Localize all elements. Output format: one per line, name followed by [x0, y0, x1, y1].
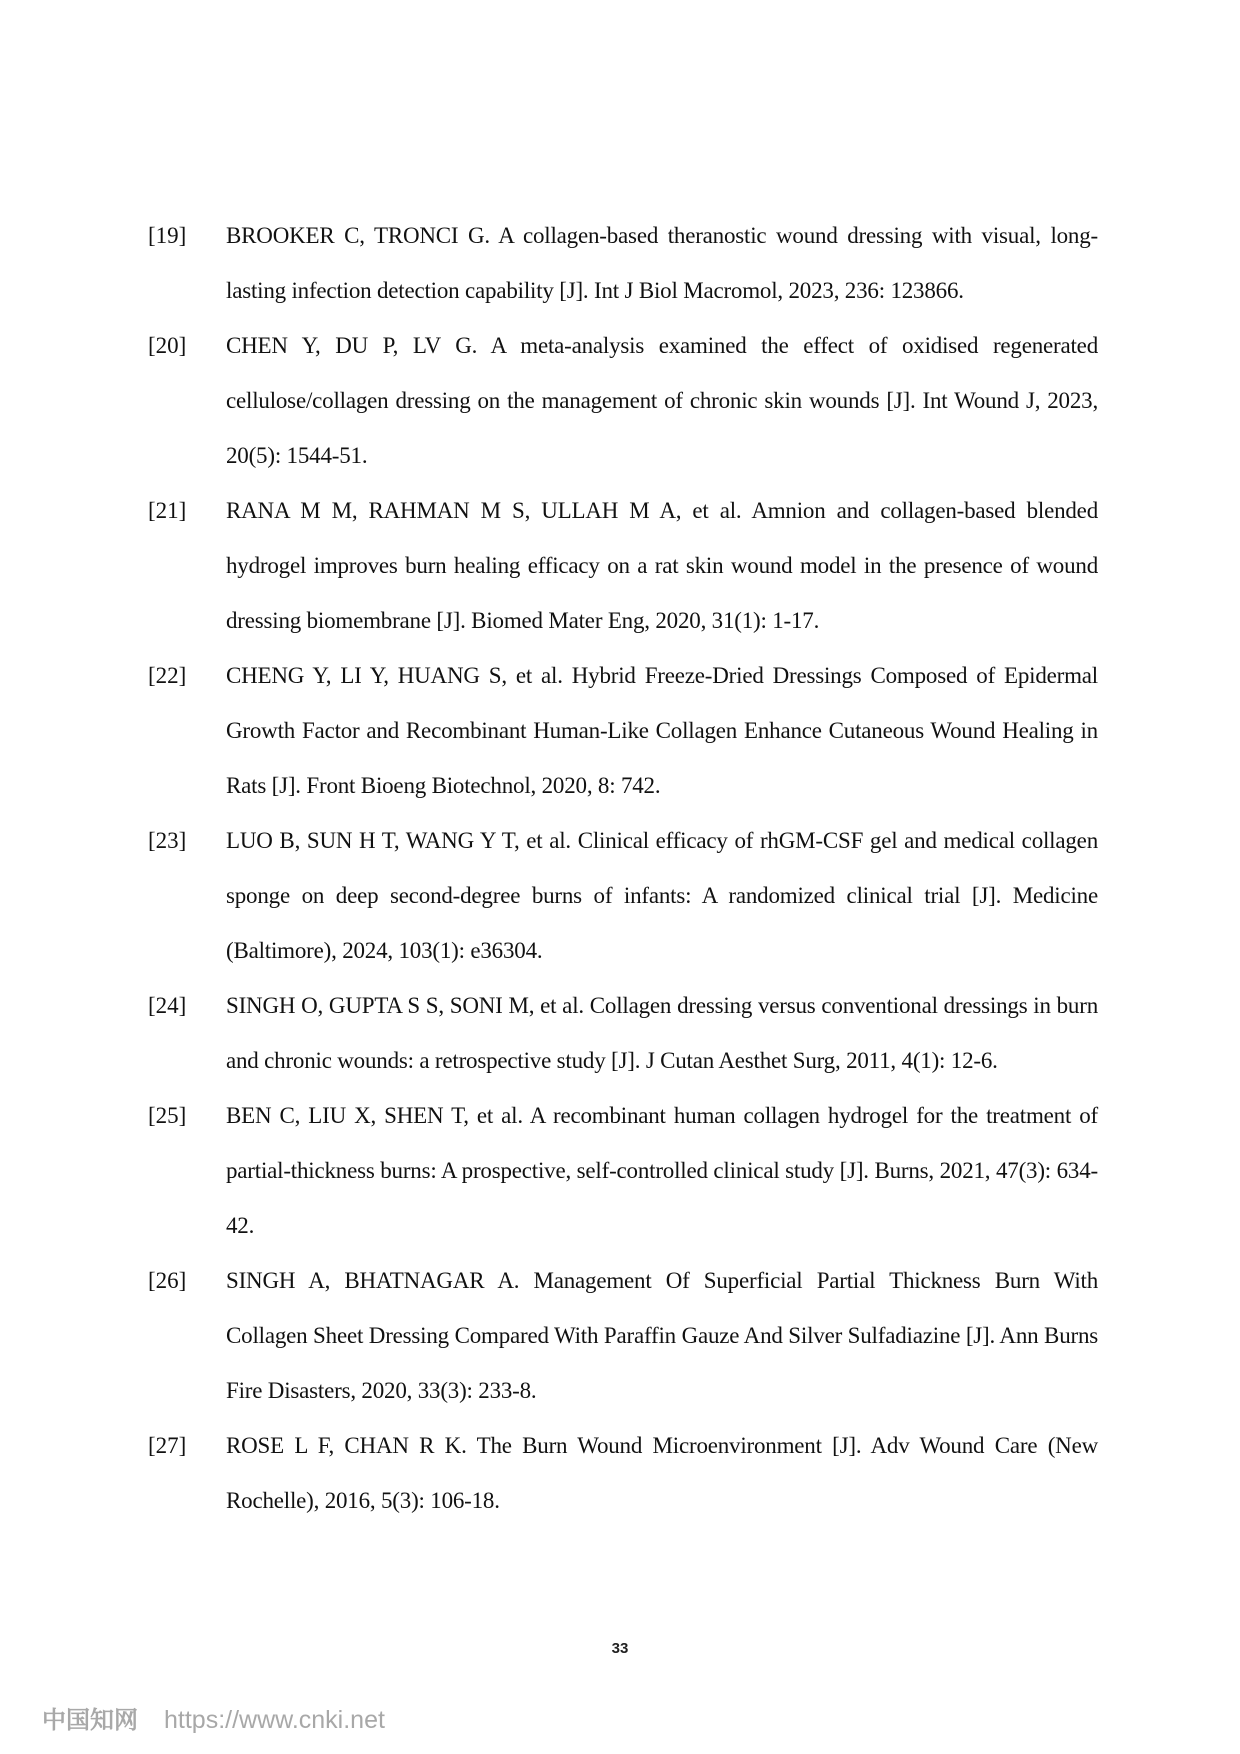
reference-item: [148, 1418, 1098, 1528]
reference-number: [22]: [148, 663, 187, 688]
reference-list: [148, 208, 1098, 1528]
reference-text: ROSE L F, CHAN R K. The Burn Wound Microenvironment [J]. Adv Wound Care (New Rochelle), 2016, 5(3): 106-18.: [226, 1433, 1098, 1513]
reference-text: CHEN Y, DU P, LV G. A meta-analysis examined the effect of oxidised regenerated cellulose/collagen dressing on the management of chronic skin wounds [J]. Int Wound J, 2023, 20(5): 1544-51.: [226, 333, 1098, 468]
reference-text: BEN C, LIU X, SHEN T, et al. A recombinant human collagen hydrogel for the treatment of partial-thickness burns: A prospective, self-controlled clinical study [J]. Burns, 2021, 47(3): 634-42.: [226, 1103, 1098, 1238]
reference-text: CHENG Y, LI Y, HUANG S, et al. Hybrid Freeze-Dried Dressings Composed of Epidermal Growth Factor and Recombinant Human-Like Collagen Enhance Cutaneous Wound Healing in Rats [J]. Front Bioeng Biotechnol, 2020, 8: 742.: [226, 663, 1098, 798]
cnki-watermark: [42, 1700, 385, 1735]
reference-item: [148, 978, 1098, 1088]
reference-item: [148, 208, 1098, 318]
reference-text: SINGH A, BHATNAGAR A. Management Of Superficial Partial Thickness Burn With Collagen Sheet Dressing Compared With Paraffin Gauze And Silver Sulfadiazine [J]. Ann Burns Fire Disasters, 2020, 33(3): 233-8.: [226, 1268, 1098, 1403]
reference-number: [21]: [148, 498, 187, 523]
reference-item: [148, 648, 1098, 813]
reference-number: [20]: [148, 333, 187, 358]
cnki-logo: 中国知网: [42, 1706, 138, 1734]
reference-item: [148, 318, 1098, 483]
reference-text: SINGH O, GUPTA S S, SONI M, et al. Collagen dressing versus conventional dressings in burn and chronic wounds: a retrospective study [J]. J Cutan Aesthet Surg, 2011, 4(1): 12-6.: [226, 993, 1098, 1073]
reference-item: [148, 1088, 1098, 1253]
page-number: 33: [611, 1640, 629, 1657]
reference-item: [148, 813, 1098, 978]
reference-item: [148, 1253, 1098, 1418]
reference-item: [148, 483, 1098, 648]
watermark-url: https://www.cnki.net: [164, 1706, 385, 1734]
reference-text: RANA M M, RAHMAN M S, ULLAH M A, et al. Amnion and collagen-based blended hydrogel improves burn healing efficacy on a rat skin wound model in the presence of wound dressing biomembrane [J]. Biomed Mater Eng, 2020, 31(1): 1-17.: [226, 498, 1098, 633]
reference-number: [26]: [148, 1268, 187, 1293]
reference-number: [27]: [148, 1433, 187, 1458]
reference-number: [25]: [148, 1103, 187, 1128]
reference-number: [19]: [148, 223, 187, 248]
reference-text: LUO B, SUN H T, WANG Y T, et al. Clinical efficacy of rhGM-CSF gel and medical collagen sponge on deep second-degree burns of infants: A randomized clinical trial [J]. Medicine (Baltimore), 2024, 103(1): e36304.: [226, 828, 1098, 963]
reference-text: BROOKER C, TRONCI G. A collagen-based theranostic wound dressing with visual, long-lasting infection detection capability [J]. Int J Biol Macromol, 2023, 236: 123866.: [226, 223, 1098, 303]
reference-number: [23]: [148, 828, 187, 853]
reference-number: [24]: [148, 993, 187, 1018]
